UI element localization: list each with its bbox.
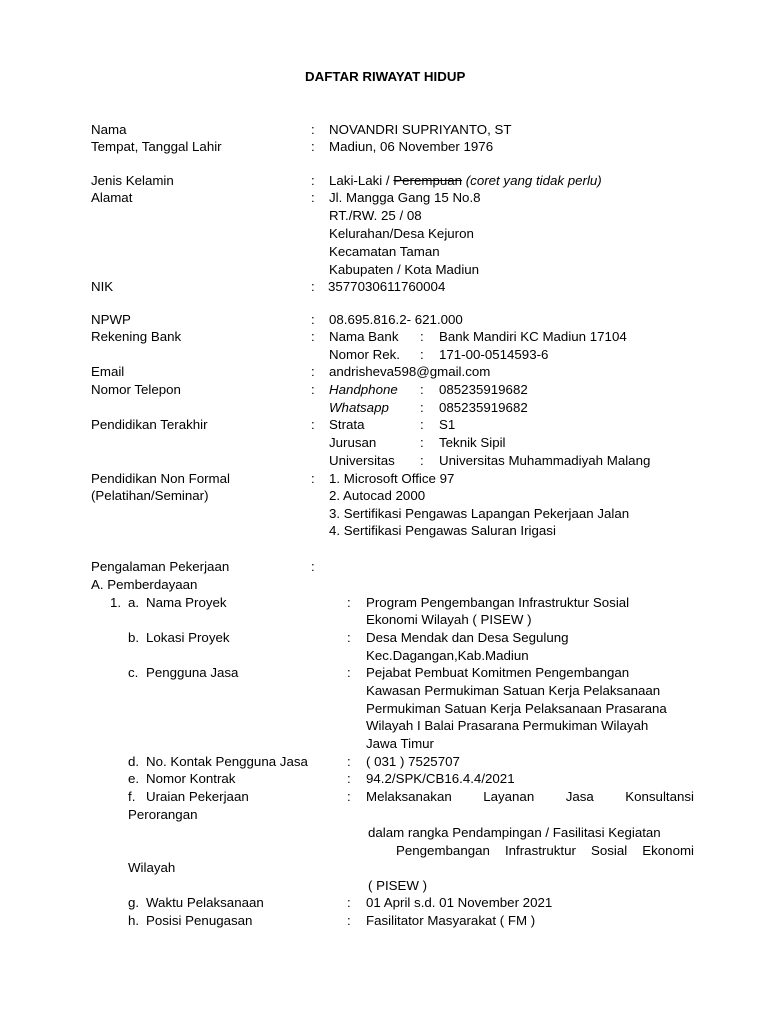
whatsapp-label: Whatsapp xyxy=(329,400,389,415)
alamat-line: Jl. Mangga Gang 15 No.8 xyxy=(329,190,481,205)
pengalaman-label: Pengalaman Pekerjaan xyxy=(91,559,230,574)
colon: : xyxy=(311,190,315,205)
colon: : xyxy=(311,417,315,432)
pengguna-jasa-line: Jawa Timur xyxy=(366,736,434,751)
non-formal-sublabel: (Pelatihan/Seminar) xyxy=(91,488,209,503)
uraian-wrap: Wilayah xyxy=(128,860,176,875)
colon: : xyxy=(420,329,424,344)
item-mark: b. xyxy=(128,630,140,645)
item-mark: f. xyxy=(128,789,136,804)
whatsapp-value: 085235919682 xyxy=(439,400,528,415)
telepon-label: Nomor Telepon xyxy=(91,382,181,397)
colon: : xyxy=(347,789,351,804)
pendidikan-label: Pendidikan Terakhir xyxy=(91,417,208,432)
colon: : xyxy=(420,347,424,362)
jurusan-value: Teknik Sipil xyxy=(439,435,506,450)
colon: : xyxy=(420,417,424,432)
nama-proyek-line: Ekonomi Wilayah ( PISEW ) xyxy=(366,612,532,627)
option-perempuan: Perempuan xyxy=(393,173,463,188)
item-mark: e. xyxy=(128,771,140,786)
colon: : xyxy=(420,435,424,450)
colon: : xyxy=(311,312,315,327)
npwp-label: NPWP xyxy=(91,312,131,327)
alamat-line: Kecamatan Taman xyxy=(329,244,440,259)
univ-label: Universitas xyxy=(329,453,395,468)
colon: : xyxy=(311,139,315,154)
item-mark: g. xyxy=(128,895,140,910)
item-number: 1. xyxy=(110,595,122,610)
colon: : xyxy=(311,382,315,397)
item-mark: c. xyxy=(128,665,139,680)
colon: : xyxy=(347,895,351,910)
uraian-wrap: Perorangan xyxy=(128,807,198,822)
colon: : xyxy=(347,665,351,680)
uraian-line: Pengembangan Infrastruktur Sosial Ekonomi xyxy=(396,843,694,858)
rekening-label: Rekening Bank xyxy=(91,329,182,344)
pengguna-jasa-line: Pejabat Pembuat Komitmen Pengembangan xyxy=(366,665,630,680)
jenis-kelamin-label: Jenis Kelamin xyxy=(91,173,174,188)
univ-value: Universitas Muhammadiyah Malang xyxy=(439,453,651,468)
norek-label: Nomor Rek. xyxy=(329,347,400,362)
non-formal-item: 3. Sertifikasi Pengawas Lapangan Pekerjaan Jalan xyxy=(329,506,630,521)
jurusan-label: Jurusan xyxy=(329,435,377,450)
pengguna-jasa-line: Kawasan Permukiman Satuan Kerja Pelaksanaan xyxy=(366,683,661,698)
item-mark: a. xyxy=(128,595,140,610)
alamat-line: Kelurahan/Desa Kejuron xyxy=(329,226,474,241)
colon: : xyxy=(311,279,315,294)
page-title: DAFTAR RIWAYAT HIDUP xyxy=(305,69,466,84)
npwp-value: 08.695.816.2- 621.000 xyxy=(329,312,463,327)
handphone-value: 085235919682 xyxy=(439,382,528,397)
option-laki: Laki-Laki / xyxy=(329,173,394,188)
uraian-line: dalam rangka Pendampingan / Fasilitasi Kegiatan xyxy=(368,825,661,840)
posisi-value: Fasilitator Masyarakat ( FM ) xyxy=(366,913,536,928)
alamat-label: Alamat xyxy=(91,190,133,205)
bank-value: Bank Mandiri KC Madiun 17104 xyxy=(439,329,627,344)
uraian-label: Uraian Pekerjaan xyxy=(146,789,249,804)
nama-proyek-label: Nama Proyek xyxy=(146,595,227,610)
email-value: andrisheva598@gmail.com xyxy=(329,364,491,379)
kontrak-value: 94.2/SPK/CB16.4.4/2021 xyxy=(366,771,515,786)
kontrak-label: Nomor Kontrak xyxy=(146,771,236,786)
colon: : xyxy=(347,913,351,928)
email-label: Email xyxy=(91,364,125,379)
lokasi-proyek-label: Lokasi Proyek xyxy=(146,630,230,645)
section-heading: A. Pemberdayaan xyxy=(91,577,198,592)
nik-value: 3577030611760004 xyxy=(328,279,446,294)
colon: : xyxy=(420,400,424,415)
non-formal-item: 1. Microsoft Office 97 xyxy=(329,471,455,486)
norek-value: 171-00-0514593-6 xyxy=(439,347,549,362)
colon: : xyxy=(311,329,315,344)
nama-proyek-line: Program Pengembangan Infrastruktur Sosial xyxy=(366,595,630,610)
colon: : xyxy=(311,364,315,379)
handphone-label: Handphone xyxy=(329,382,398,397)
kontak-value: ( 031 ) 7525707 xyxy=(366,754,460,769)
uraian-line: Melaksanakan Layanan Jasa Konsultansi xyxy=(366,789,694,804)
kontak-label: No. Kontak Pengguna Jasa xyxy=(146,754,308,769)
strata-value: S1 xyxy=(439,417,456,432)
item-mark: d. xyxy=(128,754,140,769)
coret-note: (coret yang tidak perlu) xyxy=(462,173,602,188)
colon: : xyxy=(347,630,351,645)
pengguna-jasa-label: Pengguna Jasa xyxy=(146,665,239,680)
colon: : xyxy=(311,471,315,486)
colon: : xyxy=(311,559,315,574)
colon: : xyxy=(311,122,315,137)
alamat-line: RT./RW. 25 / 08 xyxy=(329,208,422,223)
posisi-label: Posisi Penugasan xyxy=(146,913,253,928)
non-formal-item: 4. Sertifikasi Pengawas Saluran Irigasi xyxy=(329,523,556,538)
alamat-line: Kabupaten / Kota Madiun xyxy=(329,262,480,277)
waktu-value: 01 April s.d. 01 November 2021 xyxy=(366,895,553,910)
colon: : xyxy=(420,453,424,468)
colon: : xyxy=(347,771,351,786)
pengguna-jasa-line: Wilayah I Balai Prasarana Permukiman Wilayah xyxy=(366,718,649,733)
jenis-kelamin-value xyxy=(329,172,602,189)
ttl-label: Tempat, Tanggal Lahir xyxy=(91,139,222,154)
non-formal-item: 2. Autocad 2000 xyxy=(329,488,426,503)
pengguna-jasa-line: Permukiman Satuan Kerja Pelaksanaan Prasarana xyxy=(366,701,667,716)
colon: : xyxy=(347,595,351,610)
bank-label: Nama Bank xyxy=(329,329,399,344)
item-mark: h. xyxy=(128,913,140,928)
nama-label: Nama xyxy=(91,122,127,137)
strata-label: Strata xyxy=(329,417,365,432)
ttl-value: Madiun, 06 November 1976 xyxy=(329,139,494,154)
waktu-label: Waktu Pelaksanaan xyxy=(146,895,264,910)
non-formal-label: Pendidikan Non Formal xyxy=(91,471,230,486)
colon: : xyxy=(347,754,351,769)
uraian-line: ( PISEW ) xyxy=(368,878,428,893)
colon: : xyxy=(311,173,315,188)
lokasi-proyek-line: Kec.Dagangan,Kab.Madiun xyxy=(366,648,529,663)
lokasi-proyek-line: Desa Mendak dan Desa Segulung xyxy=(366,630,569,645)
colon: : xyxy=(420,382,424,397)
nik-label: NIK xyxy=(91,279,114,294)
nama-value: NOVANDRI SUPRIYANTO, ST xyxy=(329,122,512,137)
